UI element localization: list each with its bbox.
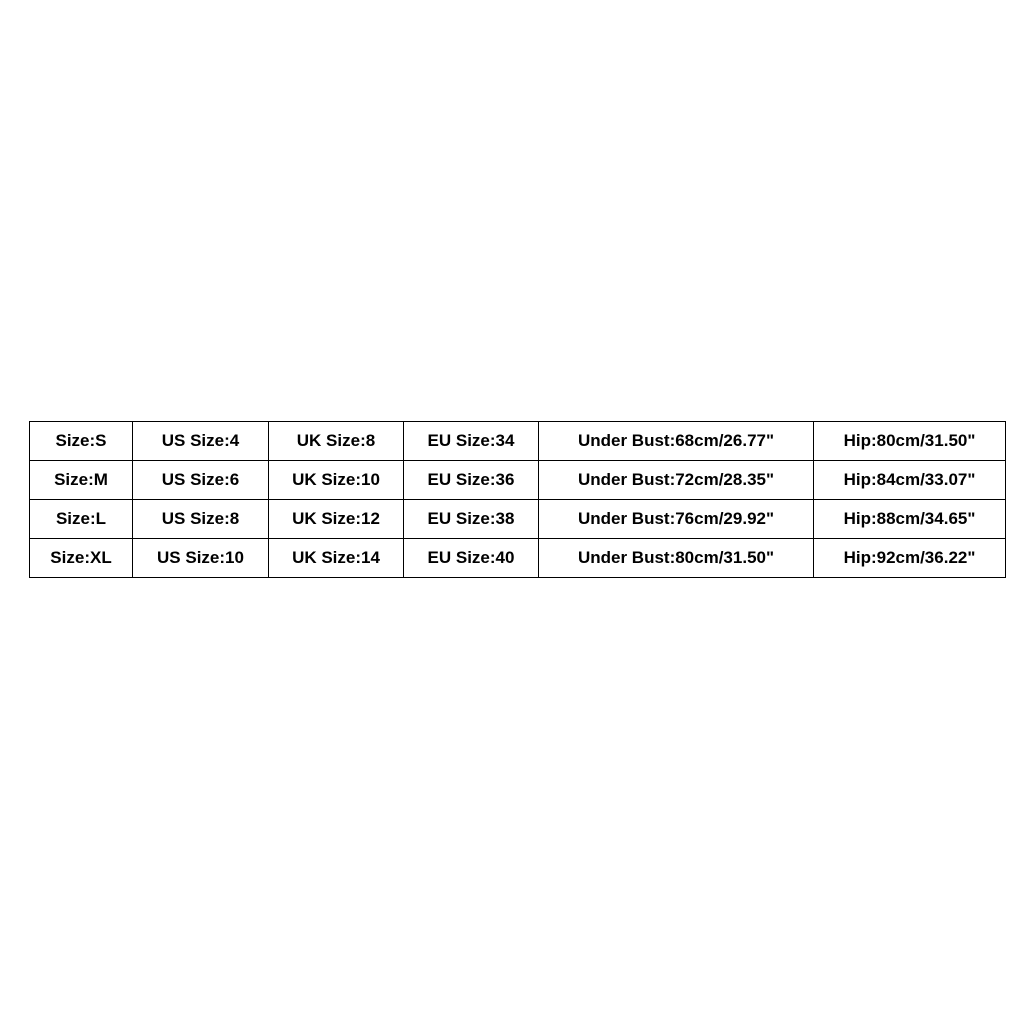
us-size-cell: US Size:10: [133, 539, 269, 578]
size-cell: Size:XL: [30, 539, 133, 578]
table-row: [30, 539, 1006, 578]
under-bust-cell: Under Bust:68cm/26.77": [539, 422, 814, 461]
size-cell: Size:M: [30, 461, 133, 500]
under-bust-cell: Under Bust:76cm/29.92": [539, 500, 814, 539]
table-row: [30, 422, 1006, 461]
uk-size-cell: UK Size:12: [269, 500, 404, 539]
eu-size-cell: EU Size:40: [404, 539, 539, 578]
table-row: [30, 500, 1006, 539]
uk-size-cell: UK Size:10: [269, 461, 404, 500]
table-row: [30, 461, 1006, 500]
us-size-cell: US Size:4: [133, 422, 269, 461]
eu-size-cell: EU Size:38: [404, 500, 539, 539]
under-bust-cell: Under Bust:80cm/31.50": [539, 539, 814, 578]
us-size-cell: US Size:6: [133, 461, 269, 500]
hip-cell: Hip:80cm/31.50": [814, 422, 1006, 461]
eu-size-cell: EU Size:34: [404, 422, 539, 461]
uk-size-cell: UK Size:14: [269, 539, 404, 578]
us-size-cell: US Size:8: [133, 500, 269, 539]
size-cell: Size:S: [30, 422, 133, 461]
size-cell: Size:L: [30, 500, 133, 539]
under-bust-cell: Under Bust:72cm/28.35": [539, 461, 814, 500]
hip-cell: Hip:92cm/36.22": [814, 539, 1006, 578]
hip-cell: Hip:88cm/34.65": [814, 500, 1006, 539]
eu-size-cell: EU Size:36: [404, 461, 539, 500]
hip-cell: Hip:84cm/33.07": [814, 461, 1006, 500]
size-chart-table: [29, 421, 1006, 578]
uk-size-cell: UK Size:8: [269, 422, 404, 461]
